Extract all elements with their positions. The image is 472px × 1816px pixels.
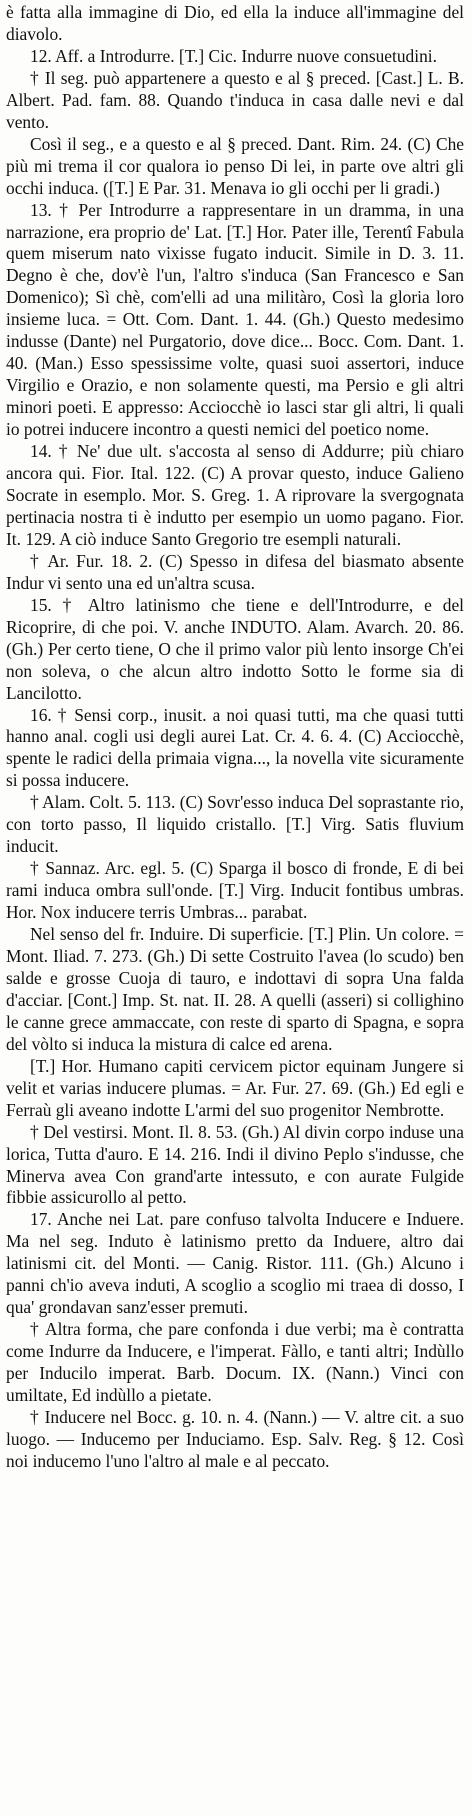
paragraph-2: 12. Aff. a Introdurre. [T.] Cic. Indurre nuove consuetudini. bbox=[30, 45, 437, 66]
paragraph-3: † Il seg. può appartenere a questo e al § preced. [Cast.] L. B. Albert. Pad. fam. 88. Quando t'induca in casa dalle nevi e dal vento. bbox=[6, 67, 464, 132]
paragraph-12: Nel senso del fr. Induire. Di superficie. [T.] Plin. Un colore. = Mont. Iliad. 7. 273. (Gh.) Di sette Costruito l'avea (lo scudo) ben salde e grosse Cuoja di tauro, e indottavi di sopra Una falda d'acciar. [Cont.] Imp. St. nat. II. 28. A quelli (asseri) si collighino le canne grece ammaccate, con reste di sparto di Spagna, e sopra del vòlto si induca la mistura di calce ed arena. bbox=[6, 924, 464, 1054]
paragraph-1: è fatta alla immagine di Dio, ed ella la induce all'immagine del diavolo. bbox=[6, 2, 464, 44]
paragraph-5: 13. † Per Introdurre a rappresentare in un dramma, in una narrazione, era proprio de' Lat. [T.] Hor. Pater ille, Terentî Fabula quem miserum nato vixisse fugato inducit. Simile in D. 3. 11. Degno è che, dov'è l'un, l'altro s'induca (San Francesco e San Domenico); Sì chè, com'elli ad una militàro, Così la gloria loro insieme luca. = Ott. Com. Dant. 1. 44. (Gh.) Questo medesimo indusse (Dante) nel Purgatorio, dove dice... Bocc. Com. Dant. 1. 40. (Man.) Esso spessissime volte, quasi suoi assertori, induce Virgilio e Orazio, e non solamente questi, ma Persio e gli altri minori poeti. E appresso: Acciocchè io lasci star gli altri, li quali io potrei inducere incontro a questi nemici del poetico nome. bbox=[6, 199, 464, 440]
paragraph-7: † Ar. Fur. 18. 2. (C) Spesso in difesa del biasmato absente Indur vi sento una ed un'altra scusa. bbox=[6, 550, 464, 593]
paragraph-13: [T.] Hor. Humano capiti cervicem pictor equinam Jungere si velit et varias inducere plumas. = Ar. Fur. 27. 69. (Gh.) Ed egli e Ferraù gli aveano indotte L'armi del suo progenitor Nembrotte. bbox=[6, 1055, 464, 1120]
paragraph-9: 16. † Sensi corp., inusit. a noi quasi tutti, ma che quasi tutti hanno anal. cogli usi degli aurei Lat. Cr. 4. 6. 4. (C) Acciocchè, spente le radici della primaia vigna..., la novella vite sicuramente si possa inducere. bbox=[6, 704, 464, 791]
paragraph-8: 15. † Altro latinismo che tiene e dell'Introdurre, e del Ricoprire, di che poi. V. anche INDUTO. Alam. Avarch. 20. 86. (Gh.) Per certo tiene, O che il primo valor più lento insorge Ch'ei non soleva, o che alcun altro indotto Sotto le forme sia di Lancilotto. bbox=[6, 594, 464, 703]
paragraph-10: † Alam. Colt. 5. 113. (C) Sovr'esso induca Del soprastante rio, con torto passo, Il liquido cristallo. [T.] Virg. Satis fluvium inducit. bbox=[6, 792, 464, 857]
paragraph-6: 14. † Ne' due ult. s'accosta al senso di Addurre; più chiaro ancora qui. Fior. Ital. 122. (C) A provar questo, induce Galieno Socrate in esemplo. Mor. S. Greg. 1. A riprovare la svergognata pertinacia nostra ti è indutto per esempio un uomo pagano. Fior. It. 129. A ciò induce Santo Gregorio tre esempli naturali. bbox=[6, 441, 464, 549]
paragraph-14: † Del vestirsi. Mont. Il. 8. 53. (Gh.) Al divin corpo induse una lorica, Tutta d'auro. E 14. 216. Indi il divino Peplo s'indusse, che Minerva avea Con grand'arte intessuto, e con aurate Fulgide fibbie assicurollo al petto. bbox=[6, 1121, 464, 1208]
paragraph-16: † Altra forma, che pare confonda i due verbi; ma è contratta come Indurre da Inducere, e l'imperat. Fàllo, e tanti altri; Indùllo per Inducilo imperat. Barb. Docum. IX. (Nann.) Vinci con umiltate, Ed indùllo a pietate. bbox=[6, 1319, 464, 1406]
paragraph-4: Così il seg., e a questo e al § preced. Dant. Rim. 24. (C) Che più mi trema il cor qualora io penso Di lei, in parte ove altri gli occhi induca. ([T.] E Par. 31. Menava io gli occhi per li gradi.) bbox=[6, 133, 464, 198]
paragraph-17: † Inducere nel Bocc. g. 10. n. 4. (Nann.) — V. altre cit. a suo luogo. — Inducemo per Induciamo. Esp. Salv. Reg. § 12. Così noi inducemo l'uno l'altro al male e al peccato. bbox=[6, 1407, 464, 1471]
paragraph-15: 17. Anche nei Lat. pare confuso talvolta Inducere e Induere. Ma nel seg. Induto è latinismo pretto da Induere, altro dai latinismi cit. del Monti. — Canig. Ristor. 111. (Gh.) Alcuno i panni ch'io aveva induti, A scoglio a scoglio mi traea di dosso, I qua' grondavan sanz'esser premuti. bbox=[6, 1209, 464, 1318]
paragraph-11: † Sannaz. Arc. egl. 5. (C) Sparga il bosco di fronde, E di bei rami induca ombra sull'onde. [T.] Virg. Inducit fontibus umbras. Hor. Nox inducere terris Umbras... parabat. bbox=[6, 858, 464, 923]
